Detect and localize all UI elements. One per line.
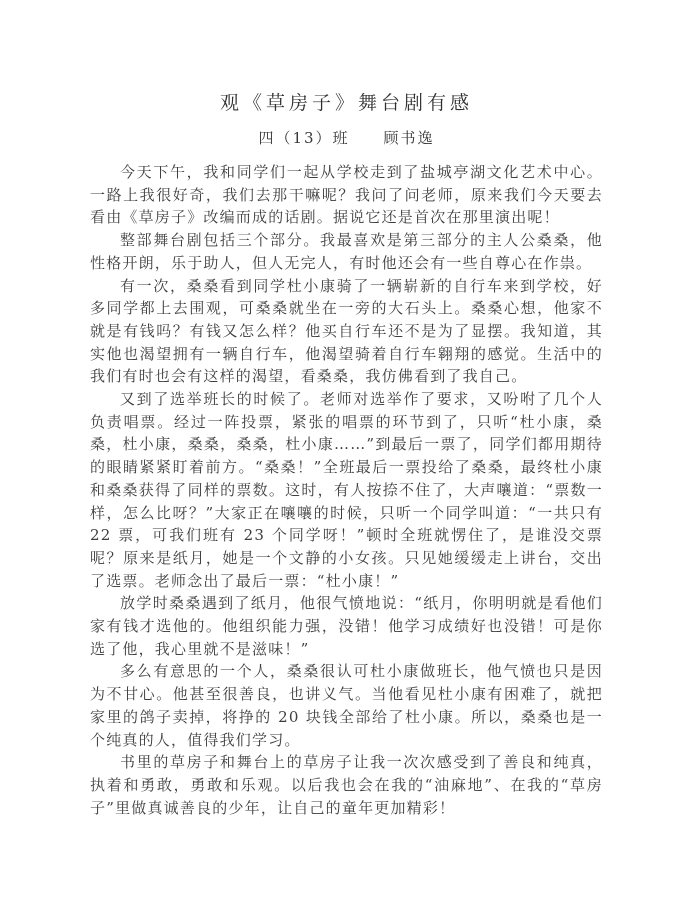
essay-paragraph: 有一次，桑桑看到同学杜小康骑了一辆崭新的自行车来到学校，好多同学都上去围观，可桑桑就坐在一旁的大石头上。桑桑心想，他家不就是有钱吗？有钱又怎么样？他买自行车还不是为了显摆。我知道，其实他也渴望拥有一辆自行车，他渴望骑着自行车翱翔的感觉。生活中的我们有时也会有这样的渴望，看桑桑，我仿佛看到了我自己。 [90, 276, 603, 386]
essay-paragraph: 又到了选举班长的时候了。老师对选举作了要求，又吩咐了几个人负责唱票。经过一阵投票，紧张的唱票的环节到了，只听“杜小康，桑桑，杜小康，桑桑，桑桑，杜小康……”到最后一票了，同学们都用期待的眼睛紧紧盯着前方。“桑桑！”全班最后一票投给了桑桑，最终杜小康和桑桑获得了同样的票数。这时，有人按捺不住了，大声嚷道：“票数一样，怎么比呀？”大家正在嚷嚷的时候，只听一个同学叫道：“一共只有 22 票，可我们班有 23 个同学呀！”顿时全班就愣住了，是谁没交票呢？原来是纸月，她是一个文静的小女孩。只见她缓缓走上讲台，交出了选票。老师念出了最后一票：“杜小康！” [90, 390, 603, 590]
essay-paragraph: 书里的草房子和舞台上的草房子让我一次次感受到了善良和纯真，执着和勇敢，勇敢和乐观。以后我也会在我的“油麻地”、在我的“草房子”里做真诚善良的少年，让自己的童年更加精彩！ [90, 753, 603, 817]
essay-byline: 四（13）班 顾书逸 [258, 129, 435, 147]
essay-paragraph: 放学时桑桑遇到了纸月，他很气愤地说：“纸月，你明明就是看他们家有钱才选他的。他组织能力强，没错！他学习成绩好也没错！可是你选了他，我心里就不是滋味！” [90, 594, 603, 658]
essay-paragraph: 今天下午，我和同学们一起从学校走到了盐城亭湖文化艺术中心。一路上我很好奇，我们去那干嘛呢？我问了问老师，原来我们今天要去看由《草房子》改编而成的话剧。据说它还是首次在那里演出呢！ [90, 163, 603, 227]
essay-body [90, 161, 603, 819]
essay-paragraph: 多么有意思的一个人，桑桑很认可杜小康做班长，他气愤也只是因为不甘心。他甚至很善良，也讲义气。当他看见杜小康有困难了，就把家里的鸽子卖掉，将挣的 20 块钱全部给了杜小康。所以，桑桑也是一个纯真的人，值得我们学习。 [90, 662, 603, 749]
essay-paragraph: 整部舞台剧包括三个部分。我最喜欢是第三部分的主人公桑桑，他性格开朗，乐于助人，但人无完人，有时他还会有一些自尊心在作祟。 [90, 231, 603, 272]
essay-title: 观《草房子》舞台剧有感 [219, 92, 473, 114]
